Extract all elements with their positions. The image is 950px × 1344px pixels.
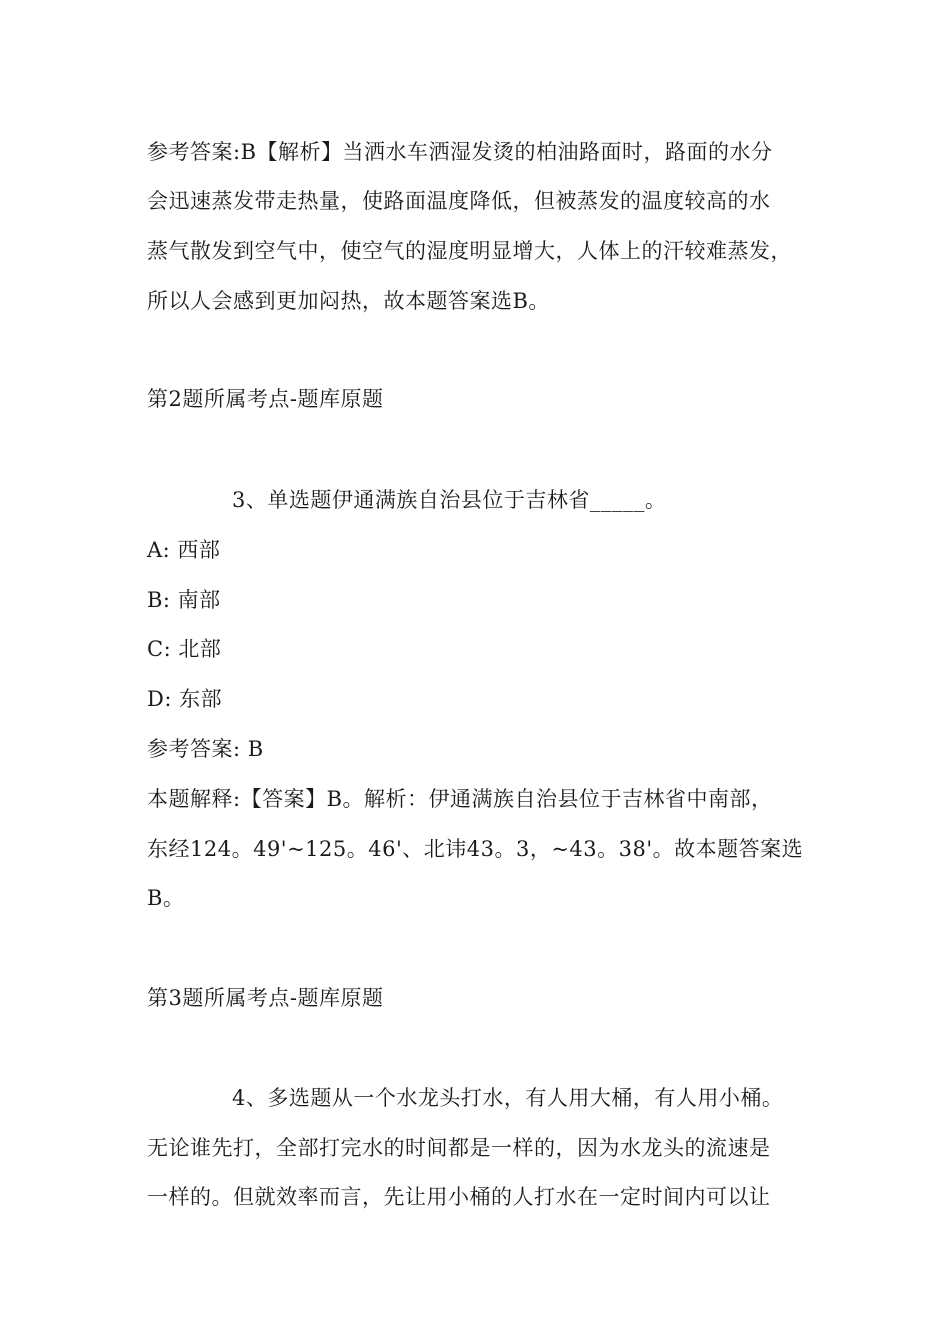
q3-explanation-line-2: 东经124。49'~125。46'、北讳43。3，~43。38'。故本题答案选 <box>147 837 804 861</box>
q3-option-a: A: 西部 <box>147 538 221 562</box>
q2-answer-line-1: 参考答案:B【解析】当洒水车洒湿发烫的柏油路面时，路面的水分 <box>147 140 773 164</box>
q4-question-line-1: 4、多选题从一个水龙头打水，有人用大桶，有人用小桶。 <box>232 1086 784 1110</box>
q2-answer-line-4: 所以人会感到更加闷热，故本题答案选B。 <box>147 289 550 313</box>
q4-question-line-3: 一样的。但就效率而言，先让用小桶的人打水在一定时间内可以让 <box>147 1185 771 1209</box>
q3-option-c: C: 北部 <box>147 637 222 661</box>
q2-topic-heading: 第2题所属考点-题库原题 <box>147 387 384 411</box>
q4-question-line-2: 无论谁先打，全部打完水的时间都是一样的，因为水龙头的流速是 <box>147 1136 771 1160</box>
q2-answer-line-2: 会迅速蒸发带走热量，使路面温度降低，但被蒸发的温度较高的水 <box>147 189 771 213</box>
q3-answer: 参考答案: B <box>147 737 264 761</box>
q3-question-stem: 3、单选题伊通满族自治县位于吉林省_____。 <box>232 488 667 512</box>
q3-option-d: D: 东部 <box>147 687 223 711</box>
q3-topic-heading: 第3题所属考点-题库原题 <box>147 986 384 1010</box>
q3-explanation-line-3: B。 <box>147 886 185 910</box>
q2-answer-line-3: 蒸气散发到空气中，使空气的湿度明显增大，人体上的汗较难蒸发， <box>147 239 792 263</box>
q3-explanation-line-1: 本题解释:【答案】B。解析：伊通满族自治县位于吉林省中南部， <box>147 787 773 811</box>
q3-option-b: B: 南部 <box>147 588 221 612</box>
